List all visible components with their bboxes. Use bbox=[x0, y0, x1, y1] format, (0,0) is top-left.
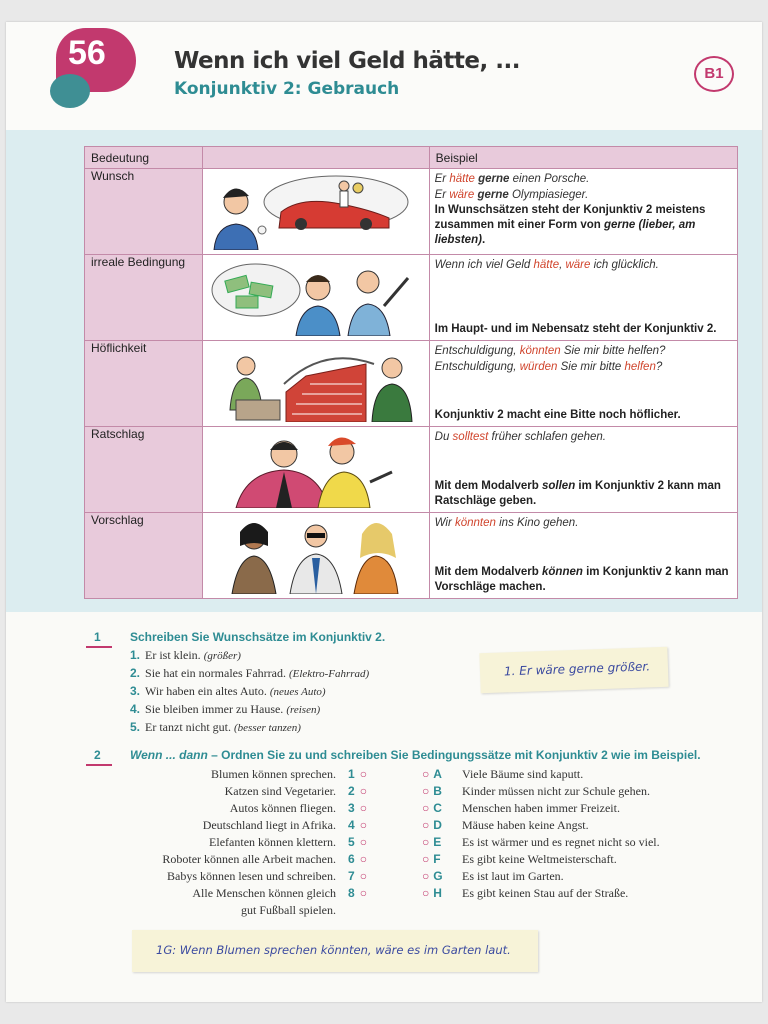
illustration-cell bbox=[202, 255, 429, 341]
consequence-letters bbox=[422, 766, 443, 902]
consequence-list bbox=[462, 766, 660, 902]
table-row bbox=[85, 341, 738, 427]
table-row bbox=[85, 427, 738, 513]
page-subtitle: Konjunktiv 2: Gebrauch bbox=[174, 79, 400, 99]
column-header-picture bbox=[202, 147, 429, 169]
match-letter[interactable]: ○ C bbox=[422, 801, 442, 815]
textbook-page bbox=[6, 22, 762, 1002]
example-cell bbox=[429, 255, 737, 341]
meaning-cell: Vorschlag bbox=[85, 513, 203, 599]
list-item: 1. Er ist klein. (größer) bbox=[130, 648, 241, 662]
column-header-meaning: Bedeutung bbox=[85, 147, 203, 169]
list-item: 4. Sie bleiben immer zu Hause. (reisen) bbox=[130, 702, 321, 716]
example-cell bbox=[429, 427, 737, 513]
illustration-cell bbox=[202, 513, 429, 599]
condition-list bbox=[124, 766, 336, 919]
consequence-item: Menschen haben immer Freizeit. bbox=[462, 801, 620, 815]
grammar-rule: Konjunktiv 2 macht eine Bitte noch höflicher. bbox=[434, 409, 681, 421]
table-row bbox=[85, 513, 738, 599]
exercise-1-items bbox=[130, 647, 369, 737]
match-number[interactable]: 7 ○ bbox=[348, 869, 367, 883]
column-header-example: Beispiel bbox=[429, 147, 737, 169]
consequence-item: Es gibt keinen Stau auf der Straße. bbox=[462, 886, 629, 900]
example-sentence: Er hätte gerne einen Porsche. bbox=[434, 173, 590, 185]
advice-illustration bbox=[206, 430, 426, 508]
exercise-1-example-note: 1. Er wäre gerne größer. bbox=[479, 647, 668, 694]
meaning-cell: Ratschlag bbox=[85, 427, 203, 513]
grammar-rule: Mit dem Modalverb sollen im Konjunktiv 2 kann man Ratschläge geben. bbox=[434, 480, 721, 507]
match-number[interactable]: 1 ○ bbox=[348, 767, 367, 781]
exercise-2-title: Wenn ... dann – Ordnen Sie zu und schreiben Sie Bedingungssätze mit Konjunktiv 2 wie im Beispiel. bbox=[130, 748, 701, 762]
condition-item: Alle Menschen können gleich bbox=[192, 886, 336, 900]
grammar-rule: Im Haupt- und im Nebensatz steht der Konjunktiv 2. bbox=[434, 323, 717, 335]
condition-item: Blumen können sprechen. bbox=[211, 767, 336, 781]
example-sentence: Entschuldigung, würden Sie mir bitte helfen? bbox=[434, 361, 663, 373]
exercise-1-number: 1 bbox=[94, 630, 101, 644]
consequence-item: Es ist laut im Garten. bbox=[462, 869, 564, 883]
example-sentence: Wenn ich viel Geld hätte, wäre ich glücklich. bbox=[434, 259, 659, 271]
condition-numbers bbox=[348, 766, 367, 902]
list-item: 5. Er tanzt nicht gut. (besser tanzen) bbox=[130, 720, 301, 734]
exercise-1-title: Schreiben Sie Wunschsätze im Konjunktiv 2. bbox=[130, 630, 386, 644]
match-letter[interactable]: ○ G bbox=[422, 869, 443, 883]
condition-illustration bbox=[206, 258, 426, 336]
meaning-cell: Wunsch bbox=[85, 169, 203, 255]
match-number[interactable]: 6 ○ bbox=[348, 852, 367, 866]
example-sentence: Er wäre gerne Olympiasieger. bbox=[434, 189, 589, 201]
condition-item: Roboter können alle Arbeit machen. bbox=[162, 852, 336, 866]
exercise-2-number: 2 bbox=[94, 748, 101, 762]
match-letter[interactable]: ○ H bbox=[422, 886, 442, 900]
wish-illustration bbox=[206, 172, 426, 250]
list-item: 3. Wir haben ein altes Auto. (neues Auto) bbox=[130, 684, 326, 698]
header bbox=[6, 22, 762, 130]
list-item: 2. Sie hat ein normales Fahrrad. (Elektro-Fahrrad) bbox=[130, 666, 370, 680]
illustration-cell bbox=[202, 341, 429, 427]
match-number[interactable]: 3 ○ bbox=[348, 801, 367, 815]
consequence-item: Kinder müssen nicht zur Schule gehen. bbox=[462, 784, 650, 798]
match-number[interactable]: 8 ○ bbox=[348, 886, 367, 900]
condition-item: Deutschland liegt in Afrika. bbox=[202, 818, 336, 832]
chapter-badge-accent bbox=[50, 74, 90, 108]
match-letter[interactable]: ○ B bbox=[422, 784, 442, 798]
exercise-1-underline bbox=[86, 646, 112, 648]
suggestion-illustration bbox=[206, 516, 426, 594]
match-letter[interactable]: ○ D bbox=[422, 818, 442, 832]
level-badge: B1 bbox=[694, 56, 734, 92]
table-row bbox=[85, 169, 738, 255]
example-sentence: Wir könnten ins Kino gehen. bbox=[434, 517, 579, 529]
meaning-cell: irreale Bedingung bbox=[85, 255, 203, 341]
example-cell bbox=[429, 513, 737, 599]
example-cell bbox=[429, 169, 737, 255]
condition-item: gut Fußball spielen. bbox=[241, 903, 336, 917]
condition-item: Elefanten können klettern. bbox=[209, 835, 336, 849]
consequence-item: Es gibt keine Weltmeisterschaft. bbox=[462, 852, 617, 866]
match-number[interactable]: 4 ○ bbox=[348, 818, 367, 832]
grammar-rule: In Wunschsätzen steht der Konjunktiv 2 meistens zusammen mit einer Form von gerne (lieber, am liebsten). bbox=[434, 204, 706, 246]
match-letter[interactable]: ○ A bbox=[422, 767, 442, 781]
meaning-cell: Höflichkeit bbox=[85, 341, 203, 427]
example-sentence: Entschuldigung, könnten Sie mir bitte helfen? bbox=[434, 345, 666, 357]
politeness-illustration bbox=[206, 344, 426, 422]
table-row bbox=[85, 255, 738, 341]
condition-item: Autos können fliegen. bbox=[229, 801, 336, 815]
consequence-item: Es ist wärmer und es regnet nicht so viel. bbox=[462, 835, 660, 849]
consequence-item: Mäuse haben keine Angst. bbox=[462, 818, 589, 832]
condition-item: Katzen sind Vegetarier. bbox=[224, 784, 336, 798]
match-letter[interactable]: ○ E bbox=[422, 835, 442, 849]
exercise-2-underline bbox=[86, 764, 112, 766]
example-sentence: Du solltest früher schlafen gehen. bbox=[434, 431, 606, 443]
exercise-2-example-note: 1G: Wenn Blumen sprechen könnten, wäre es im Garten laut. bbox=[132, 930, 538, 972]
grammar-rule: Mit dem Modalverb können im Konjunktiv 2 kann man Vorschläge machen. bbox=[434, 566, 729, 593]
match-number[interactable]: 5 ○ bbox=[348, 835, 367, 849]
example-cell bbox=[429, 341, 737, 427]
page-title: Wenn ich viel Geld hätte, ... bbox=[174, 48, 520, 74]
match-letter[interactable]: ○ F bbox=[422, 852, 441, 866]
match-number[interactable]: 2 ○ bbox=[348, 784, 367, 798]
condition-item: Babys können lesen und schreiben. bbox=[167, 869, 336, 883]
illustration-cell bbox=[202, 169, 429, 255]
grammar-table bbox=[84, 146, 738, 599]
consequence-item: Viele Bäume sind kaputt. bbox=[462, 767, 584, 781]
illustration-cell bbox=[202, 427, 429, 513]
chapter-number: 56 bbox=[68, 34, 106, 72]
